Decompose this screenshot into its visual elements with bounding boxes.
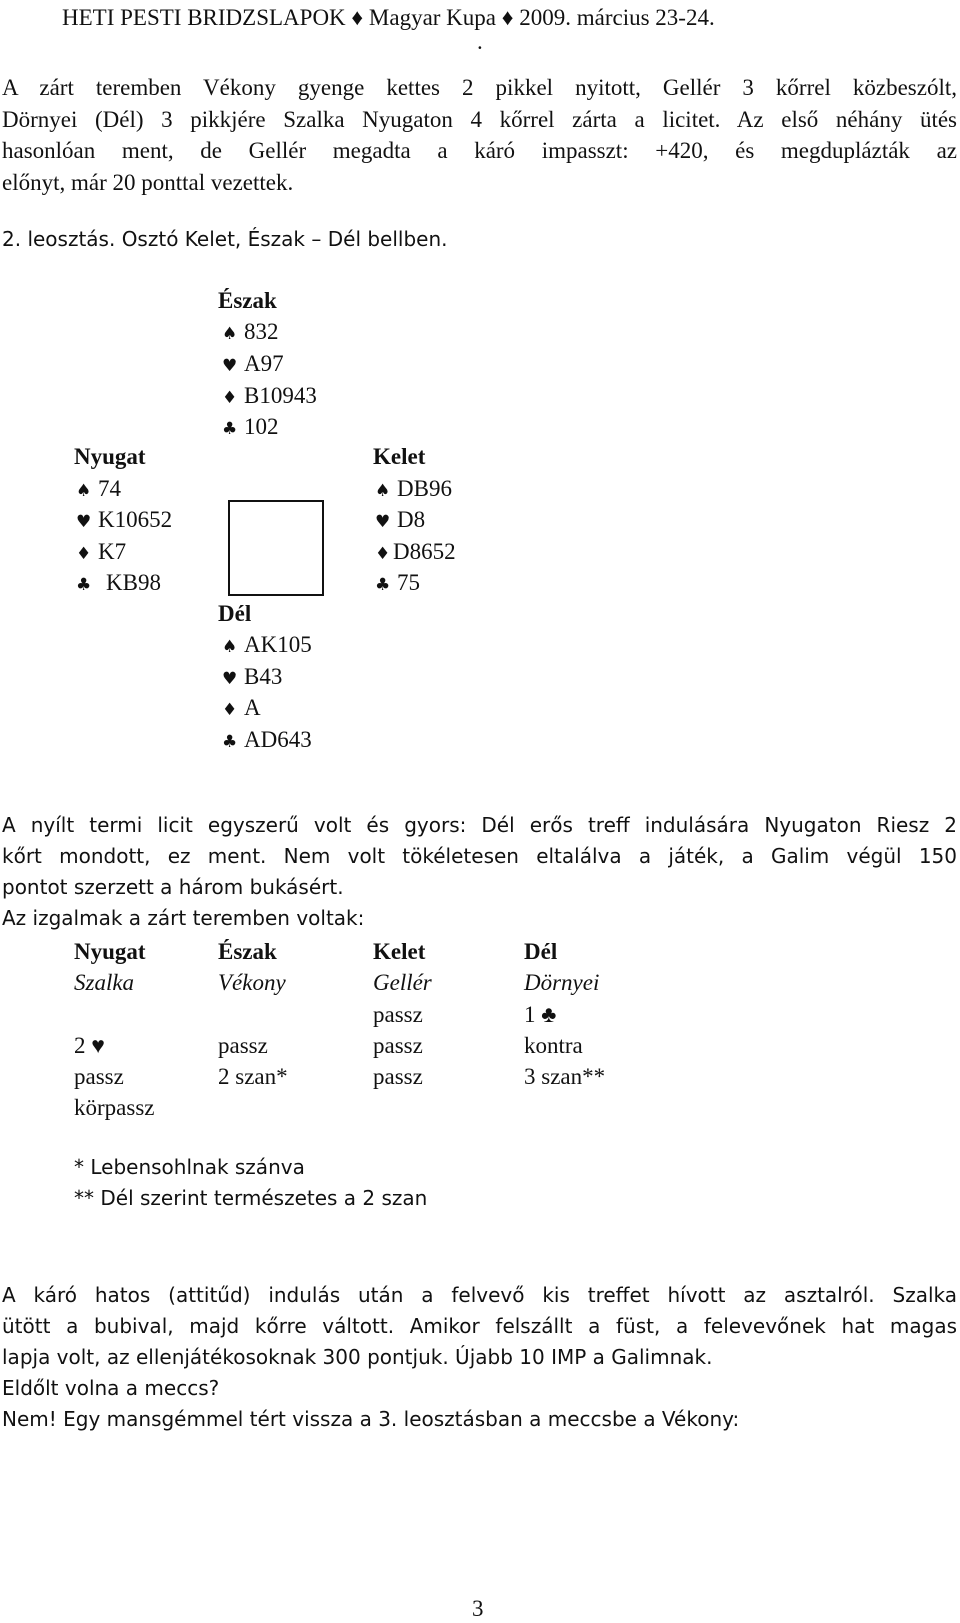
heart-icon: ♥ [222,669,238,689]
player-south: Dörnyei [524,970,600,995]
player-west: Szalka [74,970,135,995]
east-clubs: ♣ 75 [375,570,420,595]
club-icon: ♣ [76,575,92,595]
bidding-header-west: Nyugat [74,939,146,964]
player-east: Gellér [373,970,432,995]
diamond-icon: ♦ [222,700,238,720]
bid-cell: körpassz [74,1095,155,1120]
text-line: ütött a bubival, majd kőrre váltott. Amikor felszállt a füst, a felevevőnek hat magas [2,1314,957,1338]
diamond-icon: ♦ [375,544,391,564]
diamond-icon: ♦ [76,544,92,564]
text-line: lapja volt, az ellenjátékosoknak 300 pontjuk. Újabb 10 IMP a Galimnak. [2,1345,713,1369]
paragraph-closed-room-board1 [2,72,957,198]
west-spades: ♠ 74 [76,476,121,501]
text-line: kőrt mondott, ez ment. Nem volt tökéletesen eltalálva a játék, a Galim végül 150 [2,844,957,868]
bid-cell: 2 ♥ [74,1033,105,1058]
bid-cell: 1 ♣ [524,1002,557,1027]
bid-cell: passz [373,1064,423,1089]
bid-cell: passz [74,1064,124,1089]
text-line: hasonlóan ment, de Gellér megadta a káró impasszt: +420, és megduplázták az [2,138,957,163]
bid-cell: 2 szan* [218,1064,288,1089]
text-line: A káró hatos (attitűd) indulás után a felvevő kis treffet hívott az asztalról. Szalka [2,1283,957,1307]
spade-icon: ♠ [76,481,92,501]
bid-cell: 3 szan** [524,1064,606,1089]
heart-icon: ♥ [76,512,92,532]
east-spades: ♠ DB96 [375,476,452,501]
east-label: Kelet [373,444,426,469]
bid-cell: kontra [524,1033,583,1058]
bidding-header-north: Észak [218,939,277,964]
deal-intro: 2. leosztás. Osztó Kelet, Észak – Dél bellben. [2,227,448,251]
paragraph-play [2,1280,957,1435]
bidding-header-east: Kelet [373,939,426,964]
west-clubs: ♣ KB98 [76,570,161,595]
text-line: Eldőlt volna a meccs? [2,1376,220,1400]
text-line: A nyílt termi licit egyszerű volt és gyors: Dél erős treff indulására Nyugaton Riesz 2 [2,813,957,837]
west-diamonds: ♦ K7 [76,539,127,564]
club-icon: ♣ [222,732,238,752]
page-number: 3 [472,1596,484,1621]
south-hearts: ♥ B43 [222,664,283,689]
table-box [228,500,324,596]
heart-icon: ♥ [375,512,391,532]
north-clubs: ♣ 102 [222,414,279,439]
text-line: Dörnyei (Dél) 3 pikkjére Szalka Nyugaton 4 kőrrel zárta a licitet. Az első néhány ütés [2,106,957,132]
text-line: A zárt teremben Vékony gyenge kettes 2 pikkel nyitott, Gellér 3 kőrrel közbeszólt, [2,75,957,100]
text-line: Nem! Egy mansgémmel tért vissza a 3. leosztásban a meccsbe a Vékony: [2,1407,740,1431]
west-hearts: ♥ K10652 [76,507,173,532]
south-spades: ♠ AK105 [222,632,312,657]
south-label: Dél [218,601,252,626]
club-icon: ♣ [375,575,391,595]
text-line: előnyt, már 20 ponttal vezettek. [2,169,294,195]
bidding-note: ** Dél szerint természetes a 2 szan [74,1186,428,1210]
bid-cell: passz [373,1002,423,1027]
spade-icon: ♠ [375,481,391,501]
heart-icon: ♥ [222,356,238,376]
north-diamonds: ♦ B10943 [222,383,317,408]
header-dot: . [477,29,483,54]
text-line: pontot szerzett a három bukásért. [2,875,344,899]
west-label: Nyugat [74,444,146,469]
south-diamonds: ♦ A [222,695,261,720]
spade-icon: ♠ [222,637,238,657]
paragraph-open-room [2,810,957,934]
page-header: HETI PESTI BRIDZSLAPOK ♦ Magyar Kupa ♦ 2009. március 23-24. [62,5,715,30]
diamond-icon: ♦ [222,388,238,408]
south-clubs: ♣ AD643 [222,727,312,752]
bid-cell: passz [218,1033,268,1058]
player-north: Vékony [218,970,286,995]
club-icon: ♣ [222,419,238,439]
north-hearts: ♥ A97 [222,351,284,376]
bidding-note: * Lebensohlnak szánva [74,1155,305,1179]
north-label: Észak [218,288,277,313]
bidding-header-south: Dél [524,939,558,964]
bid-cell: passz [373,1033,423,1058]
spade-icon: ♠ [222,324,238,344]
text-line: Az izgalmak a zárt teremben voltak: [2,906,365,930]
north-spades: ♠ 832 [222,319,279,344]
east-diamonds: ♦ D8652 [375,539,456,564]
east-hearts: ♥ D8 [375,507,426,532]
